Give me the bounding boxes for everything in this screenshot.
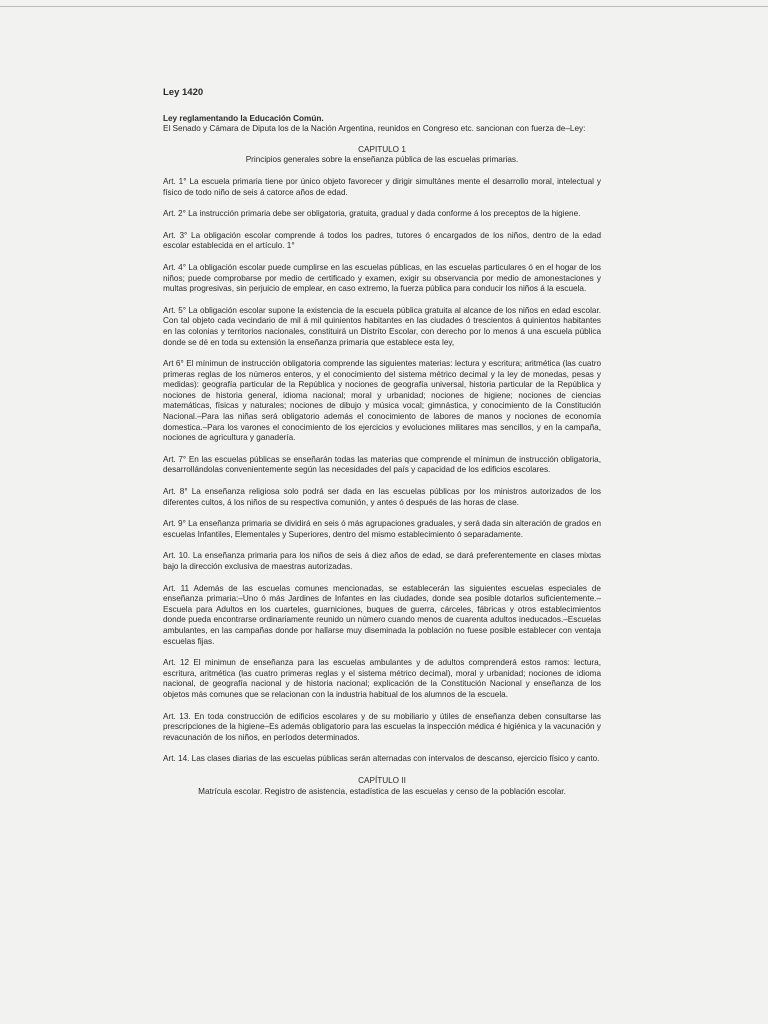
article-13: Art. 13. En toda construcción de edificios escolares y de su mobiliario y útiles de enseñanza deben consultarse las prescripciones de la higiene–Es además obligatorio para las escuelas la inspección médica é higiénica y la vacunación y revacunación de los niños, en períodos determinados. xyxy=(163,711,601,742)
article-5: Art. 5° La obligación escolar supone la existencia de la escuela pública gratuita al alcance de los niños en edad escolar. Con tal objeto cada vecindario de mil á mil quinientos habitantes en las ciudades ó trescientos á quinientos habitantes en las colonias y territorios nacionales, constituirá un Distrito Escolar, con derecho por lo menos á una escuela pública donde se dé en toda su extensión la enseñanza primaria que establece esta ley, xyxy=(163,305,601,347)
article-3: Art. 3° La obligación escolar comprende á todos los padres, tutores ó encargados de los niños, dentro de la edad escolar establecida en el artículo. 1° xyxy=(163,230,601,251)
preamble: El Senado y Cámara de Diputa los de la Nación Argentina, reunidos en Congreso etc. sancionan con fuerza de–Ley: xyxy=(163,124,586,134)
article-4: Art. 4° La obligación escolar puede cumplirse en las escuelas públicas, en las escuelas particulares ó en el hogar de los niños; puede comprobarse por medio de certificado y examen, exigir su observancia por medio de amonestaciones y multas progresivas, sin perjuicio de emplear, en caso extremo, la fuerza pública para conducir los niños á la escuela. xyxy=(163,262,601,294)
article-10: Art. 10. La enseñanza primaria para los niños de seis á diez años de edad, se dará preferentemente en clases mixtas bajo la dirección exclusiva de maestras autorizadas. xyxy=(163,551,601,571)
article-11: Art. 11 Además de las escuelas comunes mencionadas, se establecerán las siguientes escuelas especiales de enseñanza primaria:–Uno ó más Jardines de Infantes en las ciudades, donde sea posible dotarlos suficientemente.–Escuela para Adultos en los cuarteles, guarniciones, buques de guerra, cárceles, fábricas y otros establecimientos donde pueda encontrarse ordinariamente reunido un número cuando menos de cuarenta adultos ineducados.–Escuelas ambulantes, en las campañas donde por hallarse muy diseminada la población no fuese posible establecer con ventaja escuelas fijas. xyxy=(163,583,601,646)
article-2: Art. 2° La instrucción primaria debe ser obligatoria, gratuita, gradual y dada conforme á los preceptos de la higiene. xyxy=(163,209,581,219)
scan-top-edge xyxy=(0,6,768,7)
article-7: Art. 7° En las escuelas públicas se enseñarán todas las materias que comprende el mínimun de instrucción obligatoria, desarrollándolas convenientemente según las necesidades del país y capacidad de los edificios escolares. xyxy=(163,454,601,475)
article-1: Art. 1° La escuela primaria tiene por único objeto favorecer y dirigir simultánes mente el desarrollo moral, intelectual y físico de todo niño de seis á catorce años de edad. xyxy=(163,176,601,197)
law-subtitle: Ley reglamentando la Educación Común. xyxy=(163,113,324,123)
law-title: Ley 1420 xyxy=(163,87,204,98)
article-9: Art. 9° La enseñanza primaria se dividirá en seis ó más agrupaciones graduales, y será dada sin alteración de grados en escuelas Infantiles, Elementales y Superiores, dentro del mismo establecimiento ó separadamente. xyxy=(163,519,601,539)
article-12: Art. 12 El minimun de enseñanza para las escuelas ambulantes y de adultos comprenderá estos ramos: lectura, escritura, aritmética (las cuatro primeras reglas y el sistema métrico decimal), moral y urbanidad; nociones de idioma nacional, de geografía nacional y de historia nacional; explicación de la Constitución Nacional y enseñanza de los objetos más comunes que se relacionan con la industria habitual de los alumnos de la escuela. xyxy=(163,658,601,699)
chapter-1-description: Principios generales sobre la enseñanza pública de las escuelas primarias. xyxy=(245,155,519,165)
article-8: Art. 8° La enseñanza religiosa solo podrá ser dada en las escuelas públicas por los ministros autorizados de los diferentes cultos, á los niños de su respectiva comunión, y antes ó después de las horas de clase. xyxy=(163,487,601,507)
article-14: Art. 14. Las clases diarias de las escuelas públicas serán alternadas con intervalos de descanso, ejercicio físico y canto. xyxy=(163,754,600,764)
document-page xyxy=(163,88,601,808)
chapter-1-heading: CAPITULO 1 xyxy=(358,144,406,154)
article-6: Art 6° El mínimun de instrucción obligatoria comprende las siguientes materias: lectura y escritura; aritmética (las cuatro primeras reglas de los números enteros, y el conocimiento del sistema métrico decimal y la ley de monedas, pesas y medidas): geografía particular de la República y nociones de geografía universal, historia particular de la República y nociones de historia general, idioma nacional; moral y urbanidad; nociones de higiene; nociones de ciencias matemáticas, físicas y naturales; nociones de dibujo y música vocal; gimnástica, y conocimiento de la Constitución Nacional.–Para las niñas será obligatorio además el conocimiento de labores de manos y nociones de economía domestica.–Para los varones el conocimiento de los ejercicios y evoluciones militares mas sencillos, y en la campaña, nociones de agricultura y ganadería. xyxy=(163,359,601,443)
chapter-2-heading: CAPÍTULO II xyxy=(358,775,406,785)
chapter-2-description: Matrícula escolar. Registro de asistencia, estadística de las escuelas y censo de la población escolar. xyxy=(198,786,566,796)
